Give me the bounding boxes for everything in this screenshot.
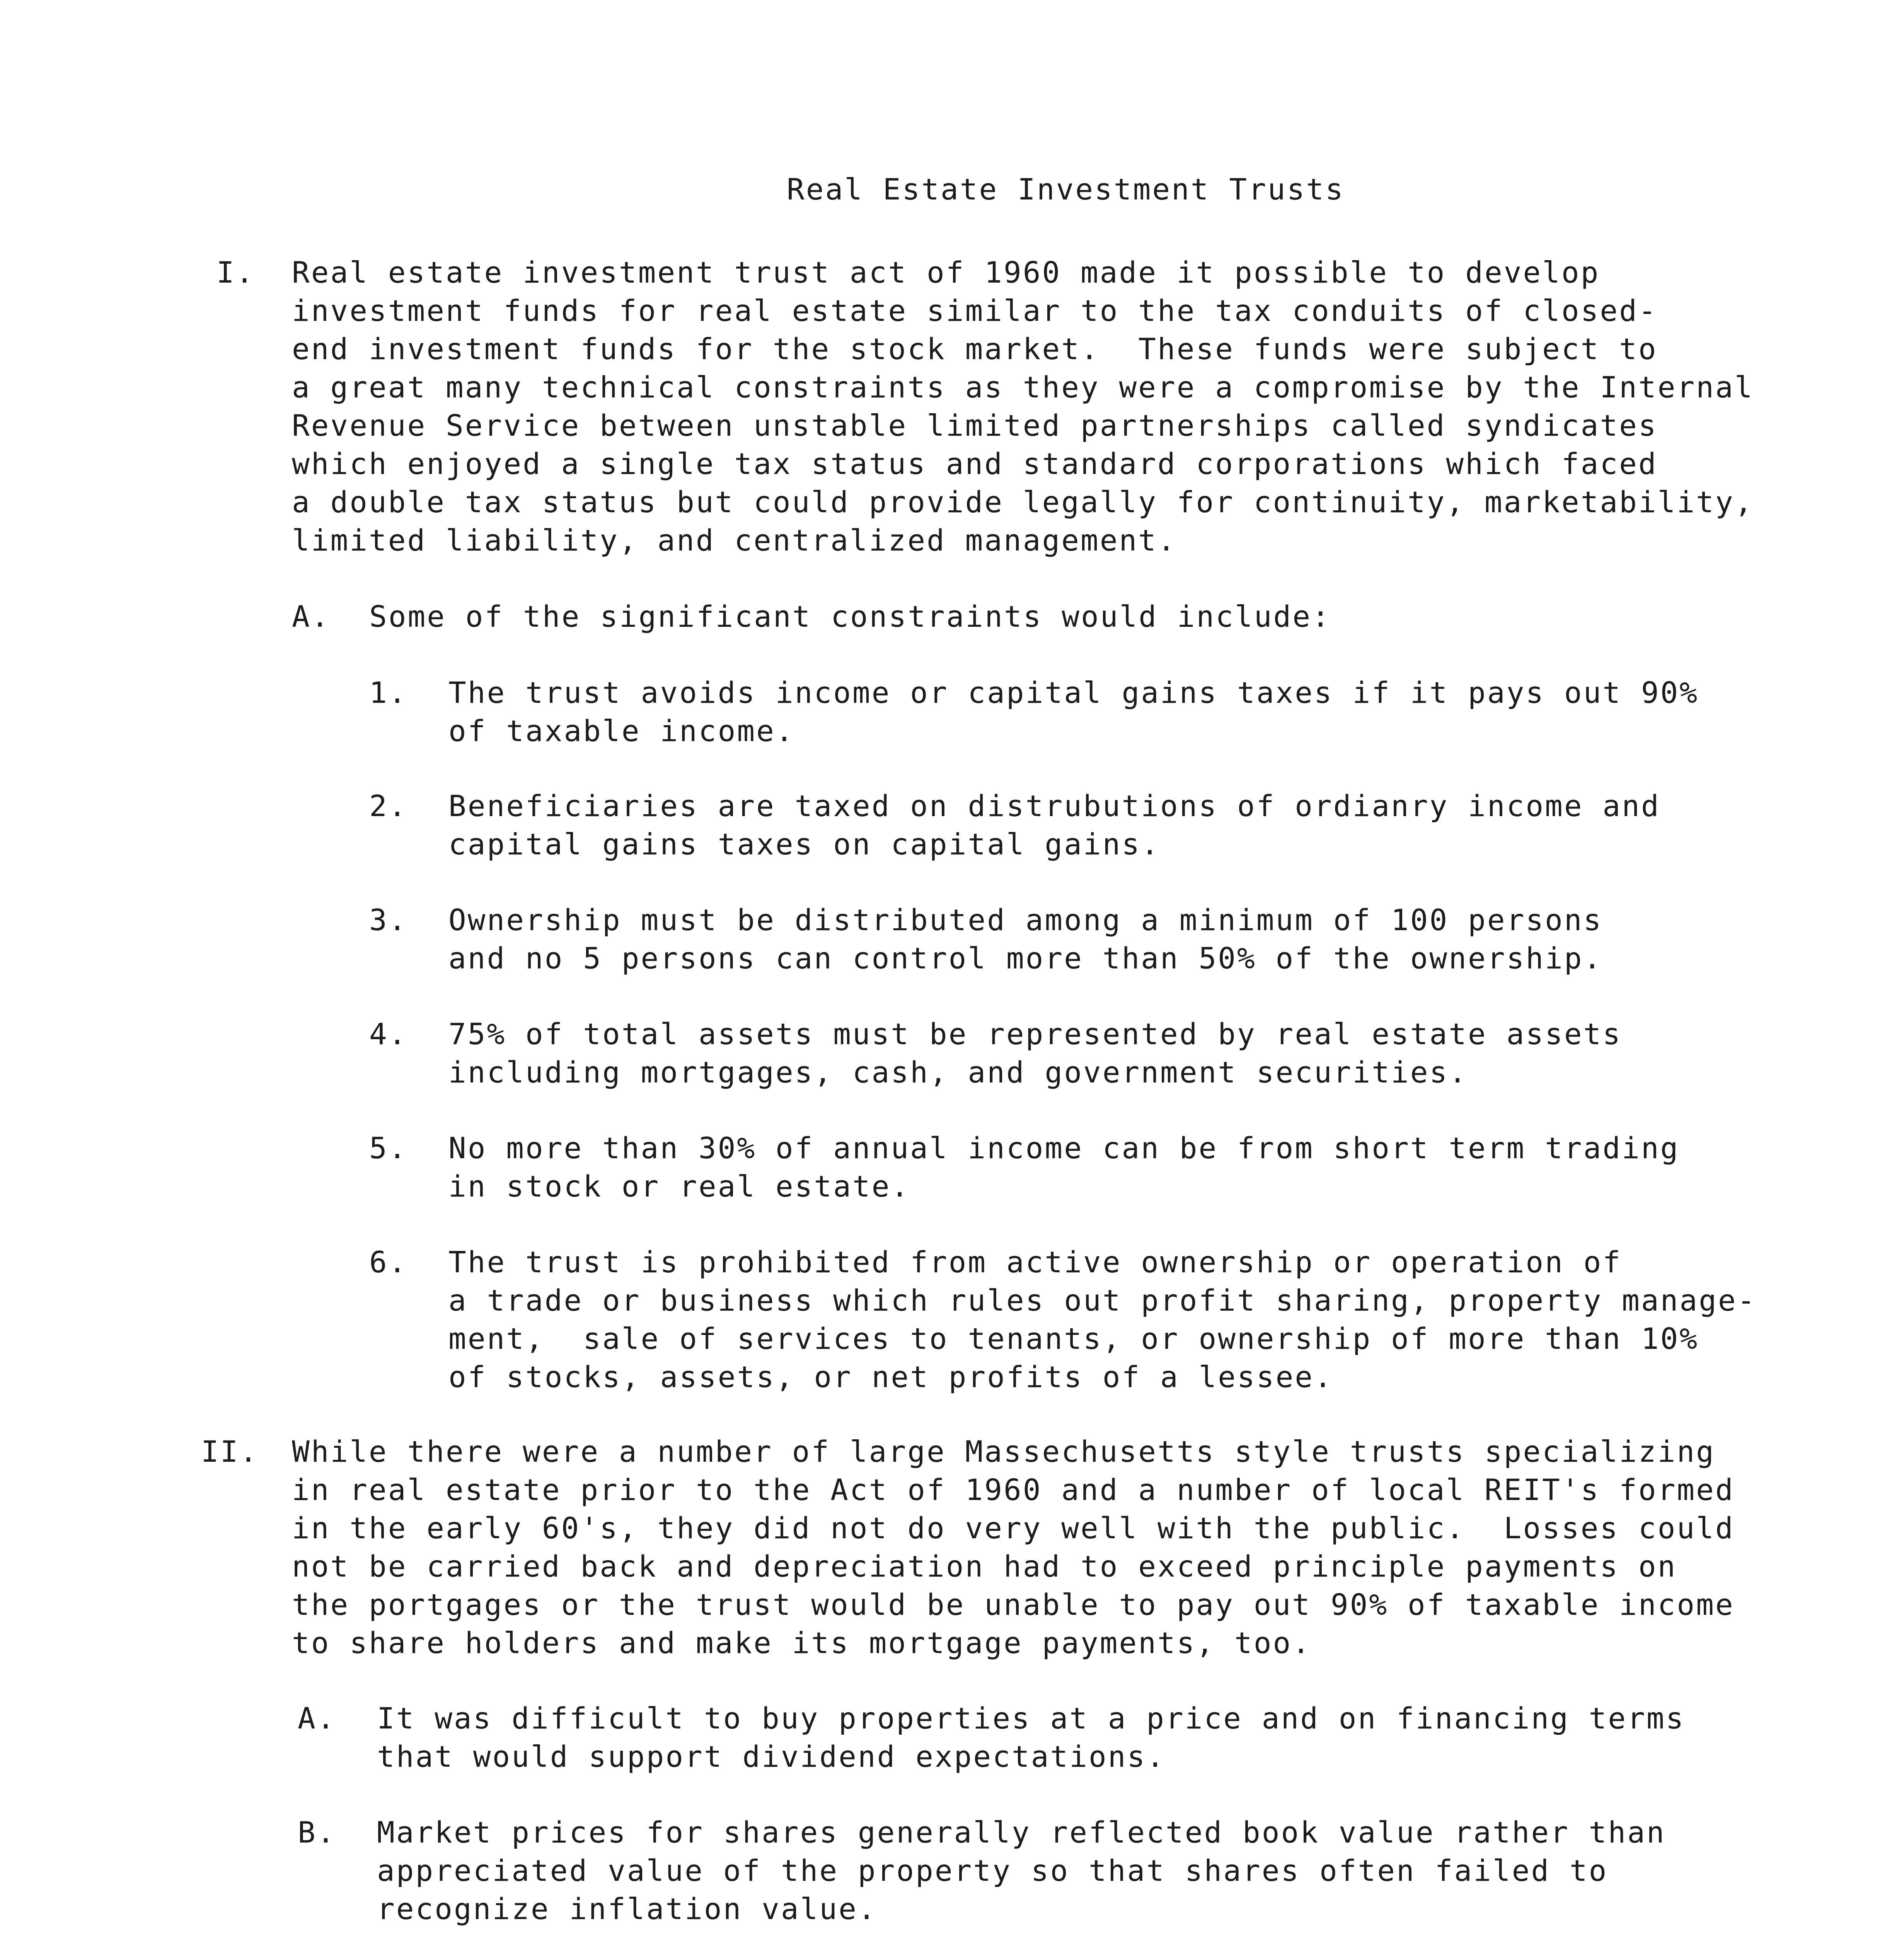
item-number: 4. — [369, 1017, 408, 1051]
section-numeral: I. — [216, 255, 255, 290]
text-line: not be carried back and depreciation had to exceed principle payments on — [292, 1549, 1677, 1584]
item-number: 5. — [369, 1131, 408, 1165]
item-number: 2. — [369, 789, 408, 823]
text-line: that would support dividend expectations. — [377, 1739, 1166, 1774]
text-line: capital gains taxes on capital gains. — [448, 827, 1160, 861]
text-line: 75% of total assets must be represented by real estate assets — [448, 1017, 1622, 1051]
text-line: and no 5 persons can control more than 50% of the ownership. — [448, 941, 1603, 975]
text-line: While there were a number of large Massechusetts style trusts specializing — [292, 1434, 1715, 1469]
item-number: 6. — [369, 1245, 408, 1279]
subsection-letter: A. — [298, 1701, 336, 1735]
subsection-letter: B. — [298, 1815, 336, 1849]
subsection-letter: A. — [292, 599, 331, 634]
text-line: Market prices for shares generally reflected book value rather than — [377, 1815, 1666, 1849]
text-line: Ownership must be distributed among a minimum of 100 persons — [448, 903, 1603, 937]
item-number: 1. — [369, 675, 408, 710]
page-title: Real Estate Investment Trusts — [787, 172, 1345, 206]
text-line: Revenue Service between unstable limited partnerships called syndicates — [292, 408, 1658, 443]
text-line: Real estate investment trust act of 1960 made it possible to develop — [292, 255, 1600, 290]
text-line: No more than 30% of annual income can be from short term trading — [448, 1131, 1680, 1165]
text-line: end investment funds for the stock market. These funds were subject to — [292, 332, 1658, 366]
text-line: limited liability, and centralized management. — [292, 523, 1177, 557]
text-line: Beneficiaries are taxed on distrubutions of ordianry income and — [448, 789, 1660, 823]
text-line: investment funds for real estate similar to the tax conduits of closed- — [292, 293, 1658, 328]
text-line: in stock or real estate. — [448, 1169, 910, 1203]
text-line: It was difficult to buy properties at a price and on financing terms — [377, 1701, 1685, 1735]
text-line: recognize inflation value. — [377, 1892, 877, 1926]
text-line: of taxable income. — [448, 714, 795, 748]
text-line: to share holders and make its mortgage payments, too. — [292, 1626, 1312, 1660]
text-line: The trust is prohibited from active ownership or operation of — [448, 1245, 1622, 1279]
text-line: which enjoyed a single tax status and standard corporations which faced — [292, 447, 1658, 481]
text-line: of stocks, assets, or net profits of a lessee. — [448, 1360, 1333, 1394]
text-line: The trust avoids income or capital gains taxes if it pays out 90% — [448, 675, 1699, 710]
text-line: in the early 60's, they did not do very well with the public. Losses could — [292, 1511, 1735, 1545]
text-line: a double tax status but could provide legally for continuity, marketability, — [292, 485, 1754, 519]
text-line: appreciated value of the property so that shares often failed to — [377, 1853, 1608, 1888]
text-line: ment, sale of services to tenants, or ownership of more than 10% — [448, 1321, 1699, 1356]
item-number: 3. — [369, 903, 408, 937]
text-line: the portgages or the trust would be unable to pay out 90% of taxable income — [292, 1587, 1735, 1622]
text-line: including mortgages, cash, and government securities. — [448, 1055, 1468, 1089]
text-line: a great many technical constraints as they were a compromise by the Internal — [292, 370, 1754, 404]
text-line: in real estate prior to the Act of 1960 and a number of local REIT's formed — [292, 1473, 1735, 1507]
section-numeral: II. — [201, 1434, 259, 1469]
text-line: Some of the significant constraints would include: — [369, 599, 1331, 634]
text-line: a trade or business which rules out profit sharing, property manage- — [448, 1283, 1757, 1318]
